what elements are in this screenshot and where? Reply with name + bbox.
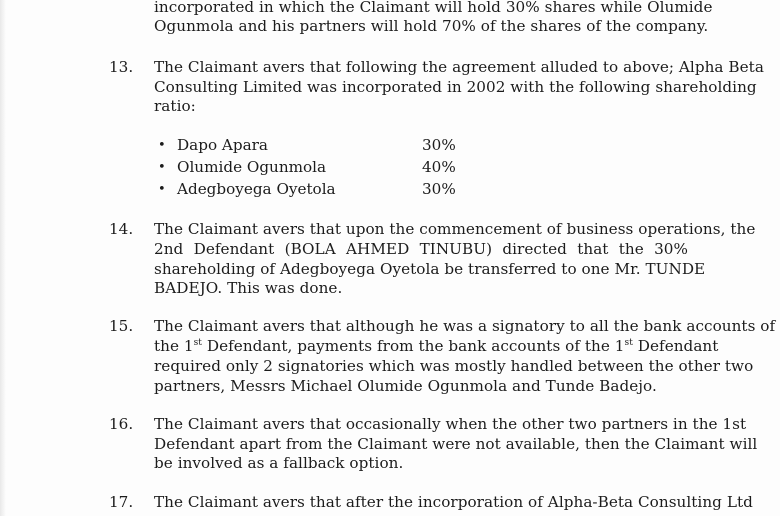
para15-line-2-end: Defendant	[632, 337, 719, 355]
para14-line-3: shareholding of Adegboyega Oyetola be transferred to one Mr. TUNDE	[154, 260, 706, 278]
para16-line-3: be involved as a fallback option.	[154, 454, 404, 472]
para13-line-2: Consulting Limited was incorporated in 2002 with the following shareholding	[154, 78, 757, 96]
paragraph-number-15: 15.	[109, 317, 134, 335]
para16-line-2: Defendant apart from the Claimant were not available, then the Claimant will	[154, 435, 758, 453]
shareholder-name: Adegboyega Oyetola	[177, 180, 336, 198]
para15-line-2-middle: Defendant, payments from the bank accounts of the 1	[201, 337, 625, 355]
para15-line-4: partners, Messrs Michael Olumide Ogunmola and Tunde Badejo.	[154, 377, 657, 395]
paragraph-number-14: 14.	[109, 220, 134, 238]
scan-edge	[0, 0, 6, 516]
para17-line-1: The Claimant avers that after the incorporation of Alpha-Beta Consulting Ltd	[154, 493, 753, 511]
para13-line-1: The Claimant avers that following the agreement alluded to above; Alpha Beta	[154, 58, 764, 76]
para15-line-2	[154, 336, 719, 356]
shareholder-percent: 30%	[422, 136, 456, 154]
para15-line-1: The Claimant avers that although he was a signatory to all the bank accounts of	[154, 317, 776, 335]
bullet-icon: •	[158, 138, 166, 153]
intro-line-2: Ogunmola and his partners will hold 70% of the shares of the company.	[154, 17, 709, 35]
superscript-st: st	[624, 337, 633, 348]
bullet-icon: •	[158, 160, 166, 175]
para14-line-4: BADEJO. This was done.	[154, 279, 343, 297]
bullet-icon: •	[158, 182, 166, 197]
shareholder-name: Dapo Apara	[177, 136, 268, 154]
shareholder-name: Olumide Ogunmola	[177, 158, 327, 176]
para16-line-1: The Claimant avers that occasionally when the other two partners in the 1st	[154, 415, 747, 433]
paragraph-number-17: 17.	[109, 493, 134, 511]
para14-line-1: The Claimant avers that upon the commencement of business operations, the	[154, 220, 756, 238]
shareholder-percent: 30%	[422, 180, 456, 198]
para13-line-3: ratio:	[154, 97, 196, 115]
shareholder-percent: 40%	[422, 158, 456, 176]
paragraph-number-13: 13.	[109, 58, 134, 76]
para15-line-2-start: the 1	[154, 337, 194, 355]
paragraph-number-16: 16.	[109, 415, 134, 433]
para15-line-3: required only 2 signatories which was mostly handled between the other two	[154, 357, 754, 375]
intro-line-1: incorporated in which the Claimant will hold 30% shares while Olumide	[154, 0, 713, 16]
superscript-st: st	[193, 337, 202, 348]
para14-line-2: 2nd Defendant (BOLA AHMED TINUBU) directed that the 30%	[154, 240, 688, 258]
